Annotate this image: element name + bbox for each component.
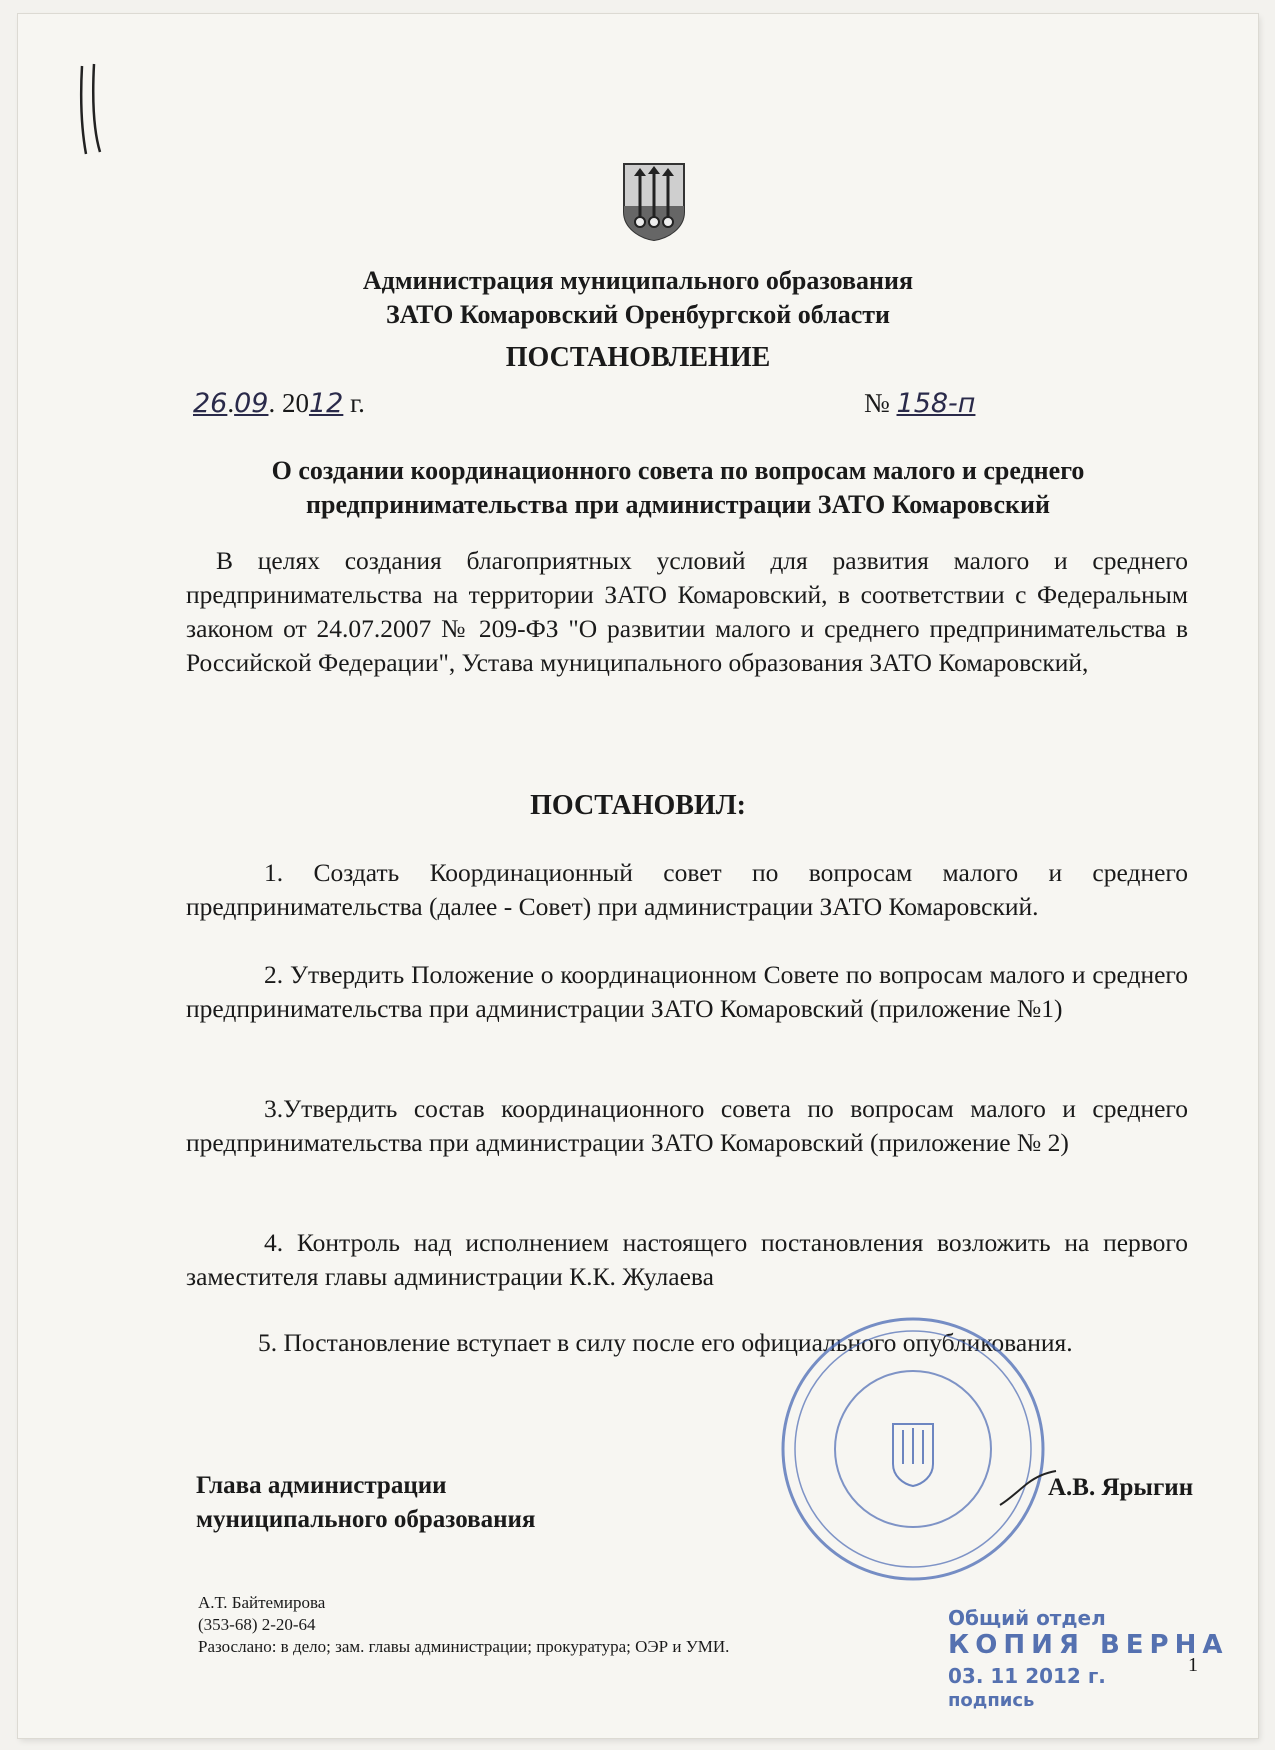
- official-seal: [778, 1314, 1048, 1584]
- org-name-line2: ЗАТО Комаровский Оренбургской области: [385, 300, 891, 329]
- subject-title: [198, 454, 1158, 522]
- position-line2: муниципального образования: [196, 1506, 536, 1533]
- date-month: 09: [234, 388, 269, 419]
- page-number: 1: [1188, 1654, 1198, 1676]
- resolution-heading: ПОСТАНОВИЛ:: [530, 790, 746, 821]
- document-type-heading: ПОСТАНОВЛЕНИЕ: [505, 342, 771, 373]
- executor-phone: (353-68) 2-20-64: [198, 1615, 316, 1634]
- subject-line2: предпринимательства при администрации ЗАТО Комаровский: [306, 490, 1050, 519]
- list-item: 5. Постановление вступает в силу после его официального опубликования.: [258, 1328, 1073, 1357]
- preamble-paragraph: В целях создания благоприятных условий для развития малого и среднего предпринимательства на территории ЗАТО Комаровский, в соответствии с Федеральным законом от 24.07.2007 № 209-ФЗ "О развитии малого и среднего предпринимательства в Российской Федерации", Устава муниципального образования ЗАТО Комаровский,: [186, 546, 1188, 677]
- signatory-position: [196, 1469, 535, 1537]
- coat-of-arms-icon: [622, 162, 686, 242]
- signatory-name: А.В. Ярыгин: [1048, 1474, 1194, 1501]
- date-tail: г.: [343, 388, 365, 418]
- handwritten-mark: [76, 62, 104, 158]
- stamp-title: КОПИЯ ВЕРНА: [948, 1630, 1229, 1660]
- number-label: №: [864, 388, 897, 418]
- date-day: 26: [193, 388, 228, 419]
- stamp-department: Общий отдел: [948, 1606, 1106, 1630]
- executor-name: А.Т. Байтемирова: [198, 1593, 326, 1612]
- org-name-line1: Администрация муниципального образования: [362, 266, 914, 295]
- subject-line1: О создании координационного совета по вопросам малого и среднего: [271, 456, 1085, 485]
- list-item: 3.Утвердить состав координационного совета по вопросам малого и среднего предпринимательства при администрации ЗАТО Комаровский (приложение № 2): [186, 1094, 1188, 1157]
- document-date: 26.09. 2012 г.: [193, 388, 365, 419]
- copy-certified-stamp: [948, 1602, 1228, 1711]
- document-number: [864, 388, 975, 419]
- list-item: 4. Контроль над исполнением настоящего постановления возложить на первого заместителя главы администрации К.К. Жулаева: [186, 1228, 1188, 1291]
- date-year-suffix: 12: [308, 388, 344, 419]
- number-value: 158-п: [896, 388, 976, 419]
- document-page: [18, 14, 1258, 1738]
- list-item: 2. Утвердить Положение о координационном Совете по вопросам малого и среднего предпринимательства при администрации ЗАТО Комаровский (приложение №1): [186, 960, 1188, 1023]
- position-line1: Глава администрации: [196, 1472, 447, 1499]
- list-item: 1. Создать Координационный совет по вопросам малого и среднего предпринимательства (далее - Совет) при администрации ЗАТО Комаровский.: [186, 858, 1188, 921]
- stamp-date: 03. 11 2012 г.: [948, 1664, 1106, 1688]
- document-footer: [198, 1592, 729, 1658]
- date-year-prefix: . 20: [268, 388, 309, 418]
- stamp-sign-label: подпись: [948, 1690, 1035, 1711]
- distribution-list: Разослано: в дело; зам. главы администрации; прокуратура; ОЭР и УМИ.: [198, 1637, 730, 1656]
